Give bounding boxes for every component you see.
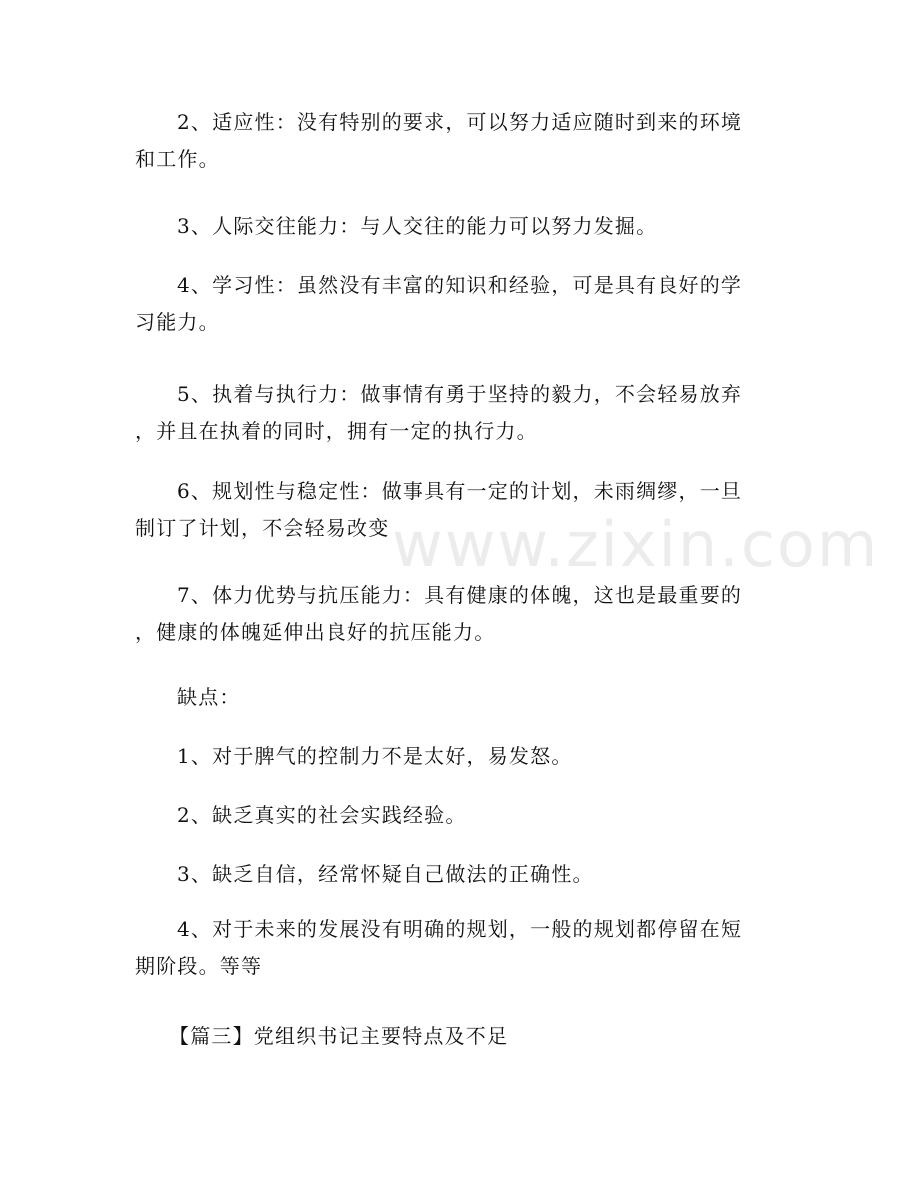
paragraph-line: 7、体力优势与抗压能力：具有健康的体魄，这也是最重要的	[177, 583, 743, 607]
paragraph-persistence	[135, 376, 795, 450]
paragraph-line: 和工作。	[135, 147, 220, 171]
paragraph-line: 【篇三】党组织书记主要特点及不足	[169, 1024, 509, 1048]
paragraph-future-planning	[135, 911, 795, 985]
paragraph-line: 3、缺乏自信，经常怀疑自己做法的正确性。	[177, 862, 594, 886]
paragraph-line: 1、对于脾气的控制力不是太好，易发怒。	[177, 744, 573, 768]
paragraph-adaptability	[135, 104, 795, 178]
paragraph-interpersonal	[135, 208, 795, 245]
paragraph-physical	[135, 577, 795, 651]
section-heading-weaknesses	[135, 679, 795, 716]
paragraph-line: 2、缺乏真实的社会实践经验。	[177, 803, 467, 827]
paragraph-line: 4、对于未来的发展没有明确的规划，一般的规划都停留在短	[177, 917, 743, 941]
paragraph-line: ，健康的体魄延伸出良好的抗压能力。	[135, 620, 496, 644]
section-title-part-three	[135, 1018, 795, 1055]
paragraph-line: 3、人际交往能力：与人交往的能力可以努力发掘。	[177, 214, 658, 238]
paragraph-line: 缺点：	[177, 685, 241, 709]
paragraph-experience	[135, 797, 795, 834]
paragraph-line: 4、学习性：虽然没有丰富的知识和经验，可是具有良好的学	[177, 273, 743, 297]
paragraph-line: 6、规划性与稳定性：做事具有一定的计划，未雨绸缪，一旦	[177, 479, 743, 503]
paragraph-line: 5、执着与执行力：做事情有勇于坚持的毅力，不会轻易放弃	[177, 382, 743, 406]
paragraph-line: 2、适应性：没有特别的要求，可以努力适应随时到来的环境	[177, 110, 743, 134]
paragraph-line: 习能力。	[135, 310, 220, 334]
paragraph-line: 制订了计划，不会轻易改变	[135, 516, 390, 540]
paragraph-temper	[135, 738, 795, 775]
watermark: www.zixin.com	[392, 508, 880, 581]
paragraph-line: ，并且在执着的同时，拥有一定的执行力。	[135, 419, 538, 443]
paragraph-confidence	[135, 856, 795, 893]
paragraph-line: 期阶段。等等	[135, 954, 263, 978]
paragraph-learning	[135, 267, 795, 341]
